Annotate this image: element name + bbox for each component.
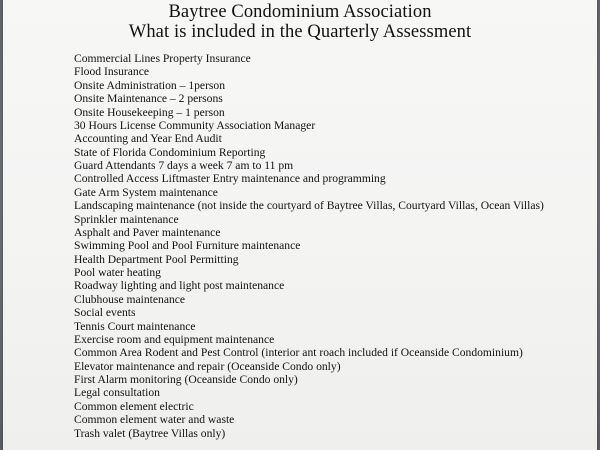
list-item: Common element water and waste xyxy=(74,413,235,427)
list-item: Asphalt and Paver maintenance xyxy=(74,225,221,239)
document-header xyxy=(3,2,597,42)
list-item: 30 Hours License Community Association Manager xyxy=(74,118,316,132)
list-item: Commercial Lines Property Insurance xyxy=(74,52,251,65)
list-item: Swimming Pool and Pool Furniture maintenance xyxy=(74,239,301,253)
assessment-items-list xyxy=(74,52,544,440)
list-item: Accounting and Year End Audit xyxy=(74,132,222,146)
list-item: Onsite Administration – 1person xyxy=(74,78,226,92)
list-item: Tennis Court maintenance xyxy=(74,319,196,333)
document-subtitle: What is included in the Quarterly Assessment xyxy=(128,22,472,42)
list-item: Trash valet (Baytree Villas only) xyxy=(74,426,226,440)
list-item: Controlled Access Liftmaster Entry maintenance and programming xyxy=(74,172,386,186)
list-item: Legal consultation xyxy=(74,386,160,400)
list-item: Guard Attendants 7 days a week 7 am to 11 pm xyxy=(74,159,294,172)
list-item: Common Area Rodent and Pest Control (interior ant roach included if Oceanside Condominium) xyxy=(74,346,523,360)
list-item: Sprinkler maintenance xyxy=(74,212,179,226)
list-item: Pool water heating xyxy=(74,266,161,279)
list-item: Roadway lighting and light post maintenance xyxy=(74,279,285,293)
list-item: Exercise room and equipment maintenance xyxy=(74,332,275,346)
list-item: Onsite Maintenance – 2 persons xyxy=(74,92,223,106)
document-title: Baytree Condominium Association xyxy=(168,2,432,22)
list-item: Social events xyxy=(74,306,136,320)
list-item: Clubhouse maintenance xyxy=(74,292,186,306)
list-item: Elevator maintenance and repair (Oceanside Condo only) xyxy=(74,359,341,373)
list-item: First Alarm monitoring (Oceanside Condo only) xyxy=(74,373,298,386)
document-page xyxy=(3,0,597,450)
list-item: Health Department Pool Permitting xyxy=(74,252,239,266)
list-item: Onsite Housekeeping – 1 person xyxy=(74,105,225,119)
list-item: State of Florida Condominium Reporting xyxy=(74,145,266,159)
list-item: Landscaping maintenance (not inside the courtyard of Baytree Villas, Courtyard Villas, Ocean Villas) xyxy=(74,199,544,213)
list-item: Flood Insurance xyxy=(74,65,150,79)
list-item: Gate Arm System maintenance xyxy=(74,185,218,199)
list-item: Common element electric xyxy=(74,399,194,413)
